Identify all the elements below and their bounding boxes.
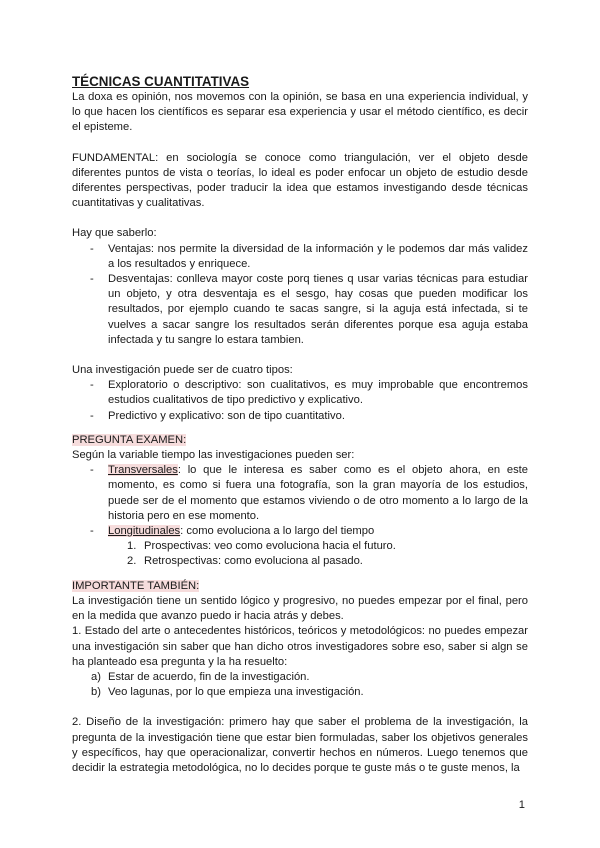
tipos-list	[72, 378, 528, 424]
list-item: 2. Retrospectivas: como evoluciona al pasado.	[127, 555, 363, 568]
longitudinales-text: : como evoluciona a lo largo del tiempo	[180, 525, 375, 538]
importante-paragraph-1: La investigación tiene un sentido lógico y progresivo, no puedes empezar por el final, pero en la medida que avanzo puedo ir hacia atrás y debes.	[72, 594, 528, 623]
transversales-text: : lo que le interesa es saber como es el objeto ahora, en este momento, es como si fuera una fotografía, son la gran mayoría de los estudios, puede ser de el momento que estamos viviendo o de otro momento a lo largo de la historia pero en ese momento.	[108, 464, 528, 522]
examen-sublist	[72, 539, 528, 569]
list-item: - Ventajas: nos permite la diversidad de la información y le podemos dar más validez a los resultados y enriquece.	[72, 242, 528, 272]
examen-list	[72, 463, 528, 539]
list-item: - Exploratorio o descriptivo: son cualitativos, es muy improbable que encontremos estudios cualitativos de tipo predictivo y explicativo.	[72, 378, 528, 408]
importante-paragraph-3: 2. Diseño de la investigación: primero hay que saber el problema de la investigación, la pregunta de la investigación tiene que estar bien formuladas, saber los objetivos generales y específicos, hay que operacionalizar, convertir hechos en números. Luego tenemos que decidir la estrategia metodológica, no lo decides porque te guste más o te guste menos, la	[72, 716, 528, 774]
list-item: a) Estar de acuerdo, fin de la investigación.	[91, 670, 310, 683]
importante-sublist	[36, 670, 528, 700]
examen-intro: Según la variable tiempo las investigaciones pueden ser:	[72, 449, 355, 462]
list-item: - Predictivo y explicativo: son de tipo cuantitativo.	[72, 409, 528, 424]
saberlo-list	[72, 242, 528, 348]
list-item: b) Veo lagunas, por lo que empieza una investigación.	[91, 686, 364, 699]
fundamental-paragraph: FUNDAMENTAL: en sociología se conoce como triangulación, ver el objeto desde diferentes puntos de vista o teorías, lo ideal es poder enfocar un objeto de estudio desde diferentes perspectivas, poder traducir la idea que estamos investigando desde técnicas cuantitativas y cualitativas.	[72, 151, 528, 210]
list-item	[72, 463, 528, 524]
longitudinales-term: Longitudinales	[108, 525, 181, 538]
list-item	[72, 524, 528, 539]
transversales-term: Transversales	[108, 464, 178, 477]
page-number: 1	[518, 799, 525, 811]
list-item: 1. Prospectivas: veo como evoluciona hacia el futuro.	[127, 540, 396, 553]
importante-label: IMPORTANTE TAMBIÉN:	[72, 579, 200, 592]
importante-paragraph-2: 1. Estado del arte o antecedentes históricos, teóricos y metodológicos: no puedes empezar una investigación sin saber que han dicho otros investigadores sobre eso, saber si algn se ha planteado esa pregunta y la ha resuelto:	[72, 625, 528, 668]
intro-paragraph: La doxa es opinión, nos movemos con la opinión, se basa en una experiencia individual, y lo que hacen los científicos es separar esa experiencia y usar el método científico, es decir el episteme.	[72, 91, 528, 134]
page-content	[72, 73, 528, 776]
examen-label: PREGUNTA EXAMEN:	[72, 433, 187, 446]
tipos-heading: Una investigación puede ser de cuatro tipos:	[72, 364, 293, 377]
page-title: TÉCNICAS CUANTITATIVAS	[72, 74, 250, 89]
list-item: - Desventajas: conlleva mayor coste porq tienes q usar varias técnicas para estudiar un objeto, y otra desventaja es el sesgo, hay cosas que pueden modificar los resultados, por ejemplo cuando te sacas sangre, si la aguja está infectada, si te vuelves a sacar sangre los resultados serán diferentes porque esa aguja estaba infectada y tu sangre lo estara tambien.	[72, 272, 528, 348]
saberlo-heading: Hay que saberlo:	[72, 227, 157, 240]
